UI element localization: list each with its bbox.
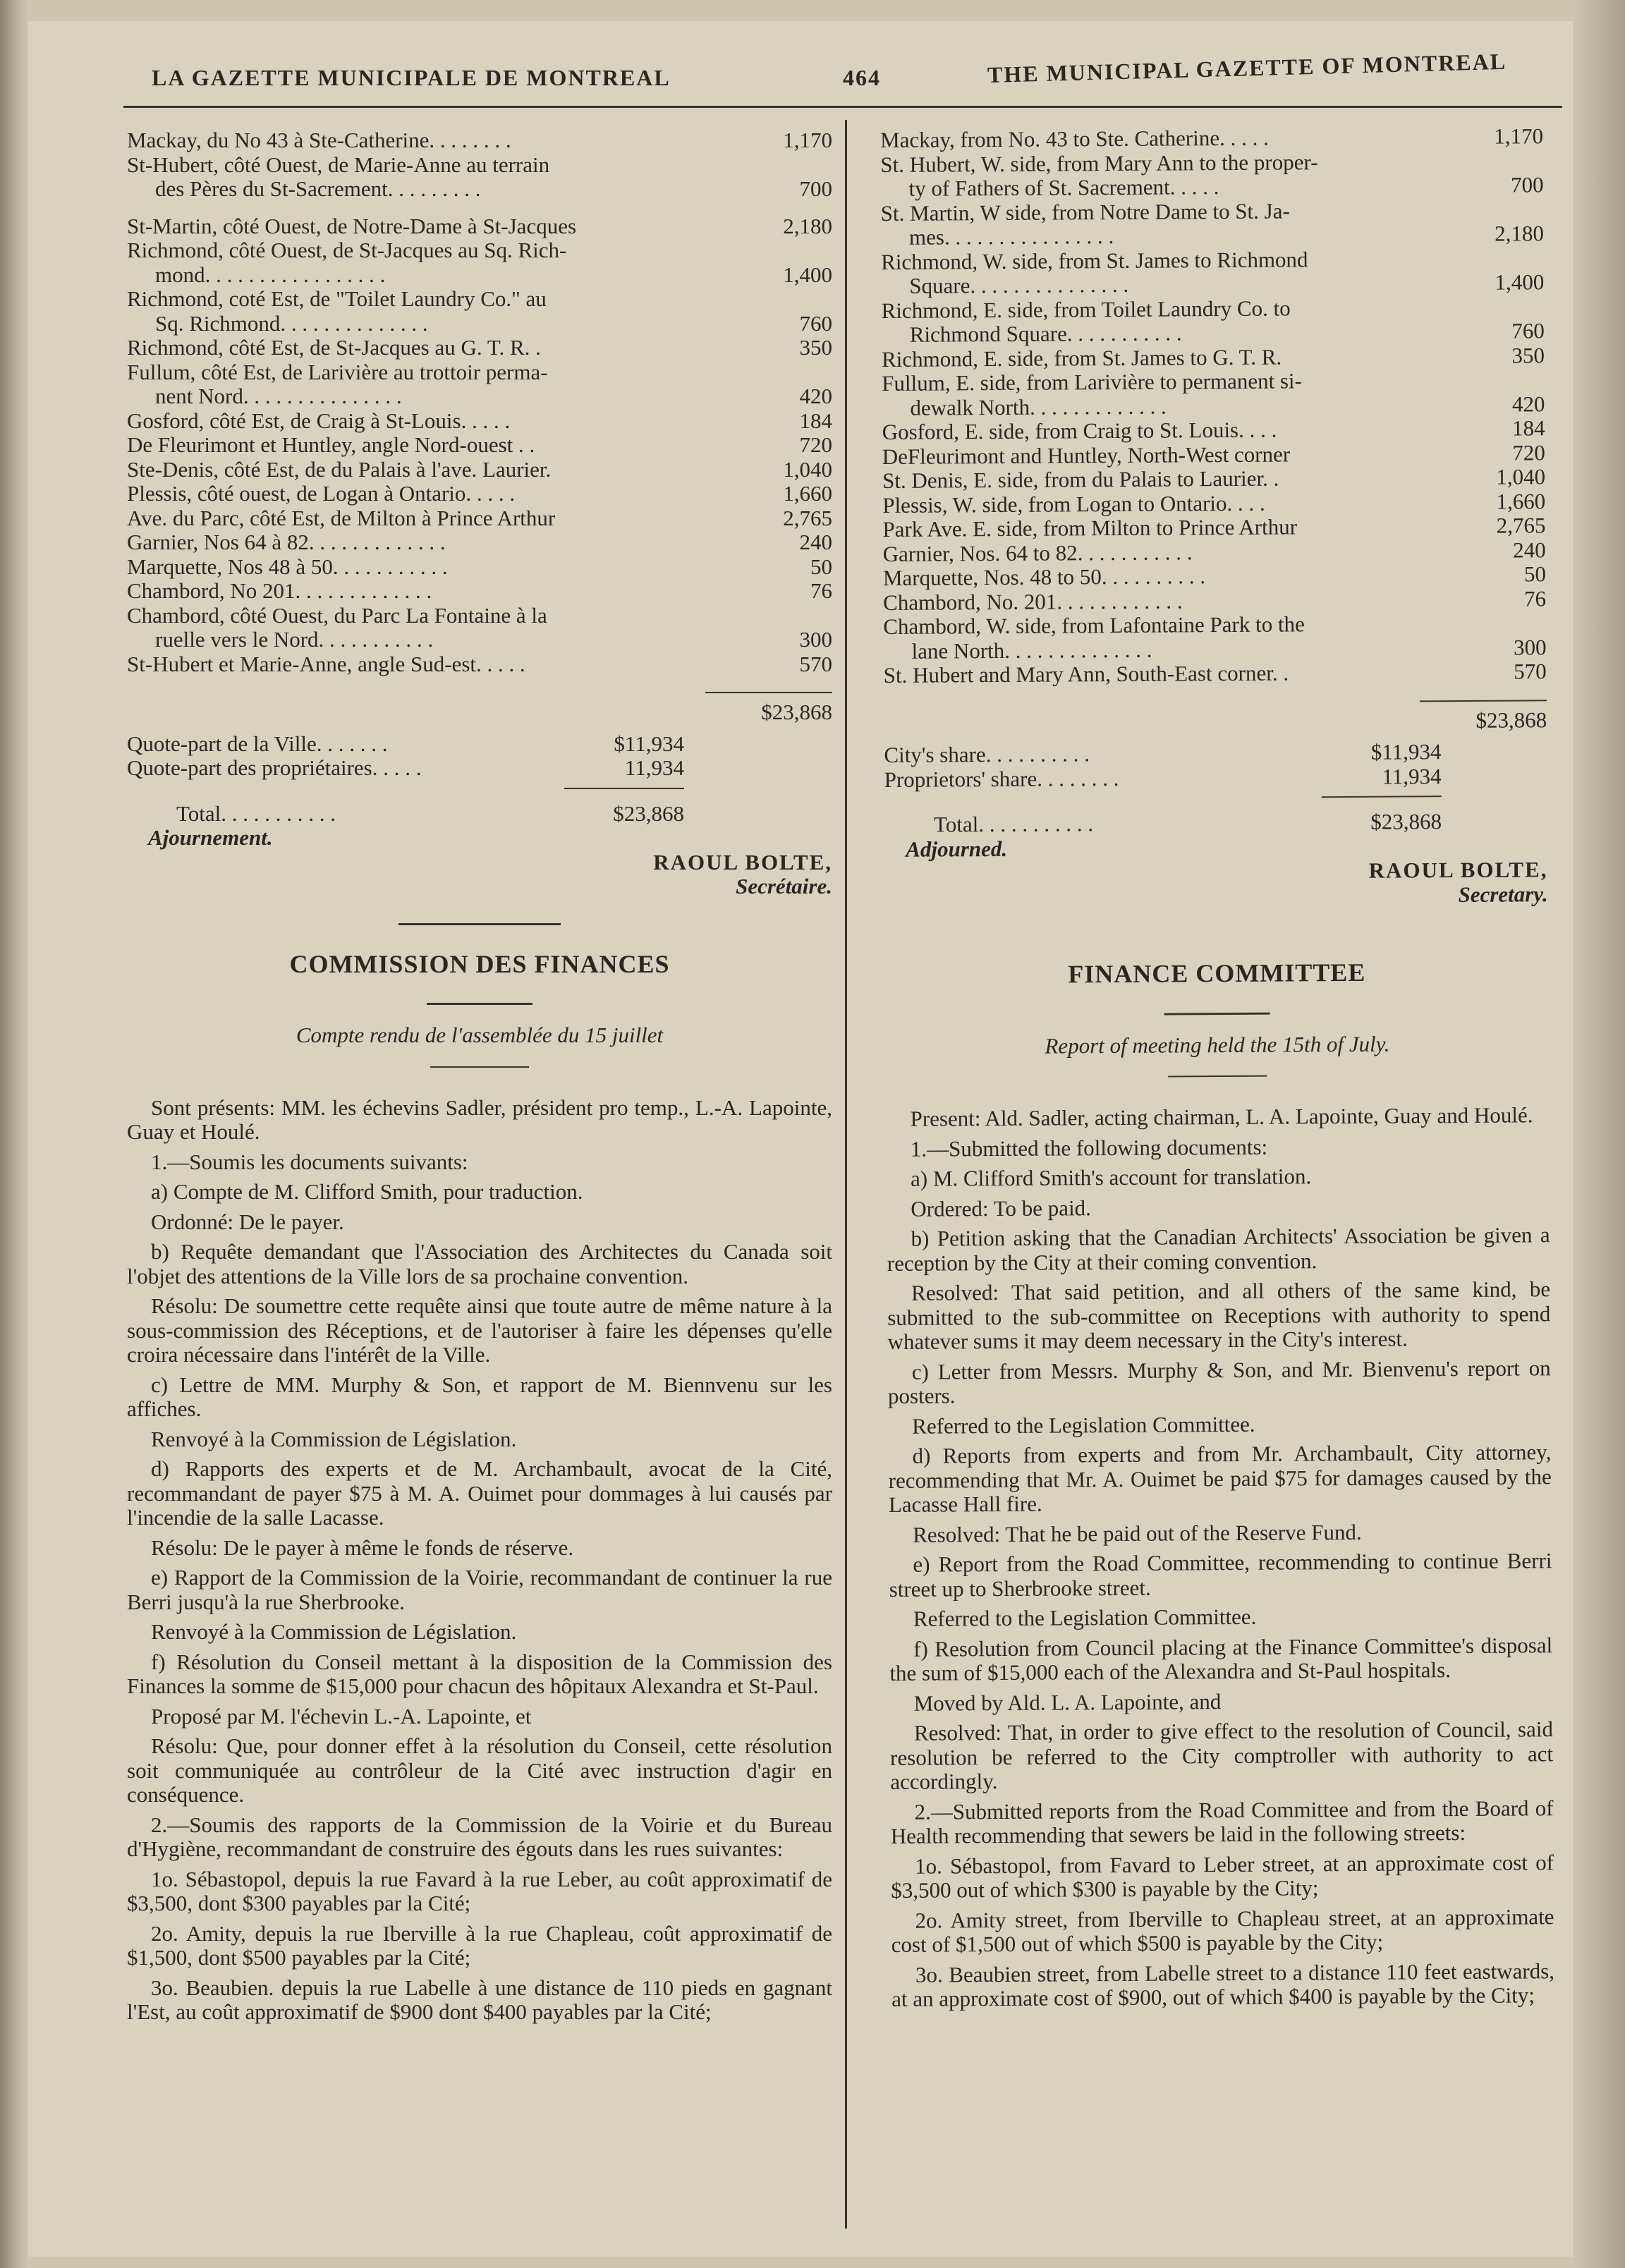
section-subtitle: Report of meeting held the 15th of July. — [1045, 1031, 1390, 1059]
signature-title: Secretary. — [1458, 881, 1548, 907]
list-item: St-Hubert et Marie-Anne, angle Sud-est. . . . . 570 — [127, 651, 832, 676]
adjournment: Adjourned. — [906, 836, 1008, 862]
paragraph: e) Rapport de la Commission de la Voirie, recommandant de continuer la rue Berri jusqu'à la rue Sherbrooke. — [127, 1565, 832, 1614]
list-item: Plessis, W. side, from Logan to Ontario. . . . 1,660 — [882, 488, 1546, 518]
list-item: Chambord, No. 201. . . . . . . . . . . . 76 — [882, 585, 1547, 615]
paragraph: Resolved: That he be paid out of the Reserve Fund. — [913, 1519, 1362, 1547]
list-item: Mackay, du No 43 à Ste-Catherine. . . . . . . . 1,170 — [127, 128, 832, 152]
grand-total: $23,868 — [1475, 707, 1547, 733]
paragraph: Proposé par M. l'échevin L.-A. Lapointe, et — [151, 1703, 532, 1729]
paragraph: b) Petition asking that the Canadian Architects' Association be given a reception by the City at their coming convention. — [887, 1222, 1550, 1276]
list-item: St. Denis, E. side, from du Palais to Laurier. . 1,040 — [882, 464, 1546, 493]
signature: RAOUL BOLTE, — [1368, 857, 1548, 883]
sidewalk-list-fr — [127, 128, 832, 676]
paragraph: f) Resolution from Council placing at the Finance Committee's disposal the sum of $15,000 each of the Alexandra and St-Paul hospitals. — [889, 1632, 1553, 1685]
paragraph: Referred to the Legislation Committee. — [913, 1604, 1257, 1631]
list-item: St. Hubert and Mary Ann, South-East corner. . 570 — [883, 659, 1547, 688]
list-item: Gosford, E. side, from Craig to St. Louis. . . . 184 — [882, 415, 1545, 444]
proprietor-share-row: Proprietors' share. . . . . . . . 11,934 — [884, 763, 1442, 792]
paragraph: Résolu: De le payer à même le fonds de réserve. — [151, 1535, 574, 1560]
list-item: DeFleurimont and Huntley, North-West corner 720 — [882, 439, 1545, 469]
section-subtitle: Compte rendu de l'assemblée du 15 juillet — [296, 1023, 664, 1047]
paragraph: 2.—Soumis des rapports de la Commission de la Voirie et du Bureau d'Hygiène, recommandant de construire des égouts dans les rues suivantes: — [127, 1812, 832, 1861]
paragraph: f) Résolution du Conseil mettant à la disposition de la Commission des Finances la somme de $15,000 pour chacun des hôpitaux Alexandra et St-Paul. — [127, 1649, 832, 1698]
paragraph: c) Letter from Messrs. Murphy & Son, and Mr. Bienvenu's report on posters. — [887, 1355, 1551, 1408]
list-item: Richmond, E. side, from Toilet Laundry Co. to Richmond Square. . . . . . . . . . . 760 — [881, 295, 1545, 347]
sum-rule — [1420, 700, 1547, 702]
page-header — [123, 48, 1562, 99]
paragraph: 1.—Soumis les documents suivants: — [151, 1149, 468, 1174]
paragraph: 2o. Amity, depuis la rue Iberville à la rue Chapleau, coût approximatif de $1,500, dont $500 payables par la Cité; — [127, 1920, 832, 1970]
paragraph: e) Report from the Road Committee, recommending to continue Berri street up to Sherbrooke street. — [889, 1548, 1552, 1602]
english-column — [880, 124, 1554, 2017]
section-rule — [1164, 1012, 1270, 1015]
list-item: Fullum, côté Est, de Larivière au trottoir perma- nent Nord. . . . . . . . . . . . . . . 420 — [127, 359, 832, 408]
minutes-en — [886, 1103, 1554, 2011]
sum-rule — [705, 692, 832, 693]
list-item: Ave. du Parc, côté Est, de Milton à Prince Arthur 2,765 — [127, 505, 832, 530]
header-title-fr: LA GAZETTE MUNICIPALE DE MONTREAL — [152, 65, 671, 90]
paragraph: a) Compte de M. Clifford Smith, pour traduction. — [151, 1179, 583, 1204]
paragraph: 2o. Amity street, from Iberville to Chapleau street, at an approximate cost of $1,500 out of which $500 is payable by the City; — [891, 1903, 1554, 1957]
list-item: Richmond, côté Ouest, de St-Jacques au Sq. Rich- mond. . . . . . . . . . . . . . . . . 1,400 — [127, 238, 832, 287]
paragraph: Present: Ald. Sadler, acting chairman, L. A. Lapointe, Guay and Houlé. — [910, 1102, 1533, 1131]
section-title: FINANCE COMMITTEE — [1068, 958, 1366, 989]
section-rule — [427, 1003, 532, 1005]
paragraph: Resolved: That, in order to give effect to the resolution of Council, said resolution be referred to the City comptroller with authority to act accordingly. — [890, 1717, 1554, 1794]
list-item: Ste-Denis, côté Est, de du Palais à l'ave. Laurier. 1,040 — [127, 456, 832, 482]
list-item: St-Hubert, côté Ouest, de Marie-Anne au terrain des Pères du St-Sacrement. . . . . . . . . 700 — [127, 152, 832, 201]
paragraph: c) Lettre de MM. Murphy & Son, et rapport de M. Biennvenu sur les affiches. — [127, 1372, 832, 1421]
paragraph: d) Reports from experts and from Mr. Archambault, City attorney, recommending that Mr. A. Ouimet be paid $75 for damages caused by the Lacasse Hall fire. — [888, 1439, 1552, 1517]
list-item: Marquette, Nos. 48 to 50. . . . . . . . . . 50 — [882, 561, 1546, 590]
paragraph: a) M. Clifford Smith's account for translation. — [910, 1164, 1312, 1191]
list-item: Richmond, coté Est, de "Toilet Laundry Co." au Sq. Richmond. . . . . . . . . . . . . . 760 — [127, 286, 832, 336]
list-item: St. Martin, W side, from Notre Dame to St. Ja- mes. . . . . . . . . . . . . . . . 2,180 — [880, 197, 1545, 250]
paragraph: b) Requête demandant que l'Association des Architectes du Canada soit l'objet des attentions de la Ville lors de sa prochaine convention. — [127, 1239, 832, 1288]
list-item: Garnier, Nos 64 à 82. . . . . . . . . . . . . 240 — [127, 530, 832, 554]
city-share-row: City's share. . . . . . . . . . $11,934 — [884, 739, 1442, 767]
list-item: St-Martin, côté Ouest, de Notre-Dame à St-Jacques 2,180 — [127, 213, 832, 238]
paragraph: Renvoyé à la Commission de Législation. — [151, 1426, 517, 1451]
list-item: Gosford, côté Est, de Craig à St-Louis. . . . . 184 — [127, 408, 832, 433]
list-item: Richmond, côté Est, de St-Jacques au G. T. R. . 350 — [127, 335, 832, 360]
section-title: COMMISSION DES FINANCES — [289, 949, 670, 978]
list-item: Chambord, côté Ouest, du Parc La Fontaine à la ruelle vers le Nord. . . . . . . . . . . 300 — [127, 602, 832, 652]
share-rule — [1322, 795, 1442, 798]
paragraph: Sont présents: MM. les échevins Sadler, président pro temp., L.-A. Lapointe, Guay et Houlé. — [127, 1095, 832, 1144]
paragraph: 1o. Sébastopol, from Favard to Leber street, at an approximate cost of $3,500 out of which $300 is payable by the City; — [891, 1849, 1554, 1903]
list-item: St. Hubert, W. side, from Mary Ann to the proper- ty of Fathers of St. Sacrement. . . . . 700 — [880, 149, 1544, 201]
list-item: Marquette, Nos 48 à 50. . . . . . . . . . . 50 — [127, 554, 832, 579]
list-item: Mackay, from No. 43 to Ste. Catherine. . . . . 1,170 — [880, 123, 1544, 152]
section-rule — [430, 1066, 529, 1068]
paragraph: Résolu: Que, pour donner effet à la résolution du Conseil, cette résolution soit communiquée au contrôleur de la Cité avec instruction d'agir en conséquence. — [127, 1733, 832, 1807]
list-item: Chambord, W. side, from Lafontaine Park to the lane North. . . . . . . . . . . . . . 300 — [883, 611, 1547, 664]
paragraph: Moved by Ald. L. A. Lapointe, and — [913, 1688, 1222, 1716]
paragraph: Renvoyé à la Commission de Législation. — [151, 1619, 517, 1644]
adjournment: Ajournement. — [148, 825, 273, 850]
signature-title: Secrétaire. — [736, 874, 832, 898]
paragraph: Referred to the Legislation Committee. — [912, 1411, 1255, 1439]
section-rule — [1168, 1075, 1267, 1078]
column-divider — [845, 120, 847, 2229]
list-item: Richmond, E. side, from St. James to G. T. R. 350 — [881, 342, 1545, 372]
total-row: Total. . . . . . . . . . . $23,868 — [933, 809, 1442, 837]
paragraph: Resolved: That said petition, and all others of the same kind, be submitted to the sub-committee on Receptions with authority to spend whatever sums it may deem necessary in the City's interest. — [887, 1276, 1551, 1354]
grand-total: $23,868 — [761, 700, 832, 724]
header-title-en: THE MUNICIPAL GAZETTE OF MONTREAL — [987, 48, 1507, 87]
proprietor-share-row: Quote-part des propriétaires. . . . . 11,934 — [127, 755, 684, 780]
list-item: Chambord, No 201. . . . . . . . . . . . . 76 — [127, 578, 832, 603]
paragraph: 2.—Submitted reports from the Road Committee and from the Board of Health recommending that sewers be laid in the following streets: — [890, 1795, 1554, 1848]
book-spine-shadow — [0, 0, 28, 2268]
paragraph: Ordered: To be paid. — [911, 1195, 1091, 1221]
list-item: Richmond, W. side, from St. James to Richmond Square. . . . . . . . . . . . . . . 1,400 — [881, 246, 1545, 298]
sidewalk-list-en — [880, 124, 1547, 688]
list-item: Fullum, E. side, from Larivière to permanent si- dewalk North. . . . . . . . . . . . . 420 — [882, 368, 1545, 420]
list-item: Garnier, Nos. 64 to 82. . . . . . . . . . . 240 — [882, 537, 1546, 566]
share-rule — [564, 788, 684, 789]
paragraph: d) Rapports des experts et de M. Archambault, avocat de la Cité, recommandant de payer $75 à M. A. Ouimet pour dommages à lui causés par l'incendie de la salle Lacasse. — [127, 1456, 832, 1530]
section-rule — [398, 923, 561, 925]
list-item: Park Ave. E. side, from Milton to Prince Arthur 2,765 — [882, 513, 1546, 542]
city-share-row: Quote-part de la Ville. . . . . . . $11,934 — [127, 731, 684, 756]
list-item: Plessis, côté ouest, de Logan à Ontario. . . . . 1,660 — [127, 481, 832, 506]
total-row: Total. . . . . . . . . . . $23,868 — [176, 800, 684, 826]
page-edge-shadow — [1573, 0, 1625, 2268]
paragraph: Ordonné: De le payer. — [151, 1209, 344, 1234]
list-item: De Fleurimont et Huntley, angle Nord-ouest . . 720 — [127, 432, 832, 457]
french-column — [127, 128, 832, 2030]
page-number: 464 — [843, 65, 881, 90]
header-rule — [123, 106, 1562, 108]
paragraph: Résolu: De soumettre cette requête ainsi que toute autre de même nature à la sous-commission des Réceptions, et de l'autoriser à faire les dépenses qu'elle croira nécessaire dans l'intérêt de la Ville. — [127, 1293, 832, 1367]
paragraph: 1o. Sébastopol, depuis la rue Favard à la rue Leber, au coût approximatif de $3,500, dont $300 payables par la Cité; — [127, 1866, 832, 1915]
signature: RAOUL BOLTE, — [653, 849, 832, 874]
paragraph: 1.—Submitted the following documents: — [910, 1134, 1268, 1162]
paragraph: 3o. Beaubien street, from Labelle street to a distance 110 feet eastwards, at an approximate cost of $900, out of which $400 is payable by the City; — [891, 1958, 1555, 2011]
minutes-fr — [127, 1096, 832, 2025]
paragraph: 3o. Beaubien. depuis la rue Labelle à une distance de 110 pieds en gagnant l'Est, au coût approximatif de $900 dont $400 payables par la Cité; — [127, 1975, 832, 2024]
